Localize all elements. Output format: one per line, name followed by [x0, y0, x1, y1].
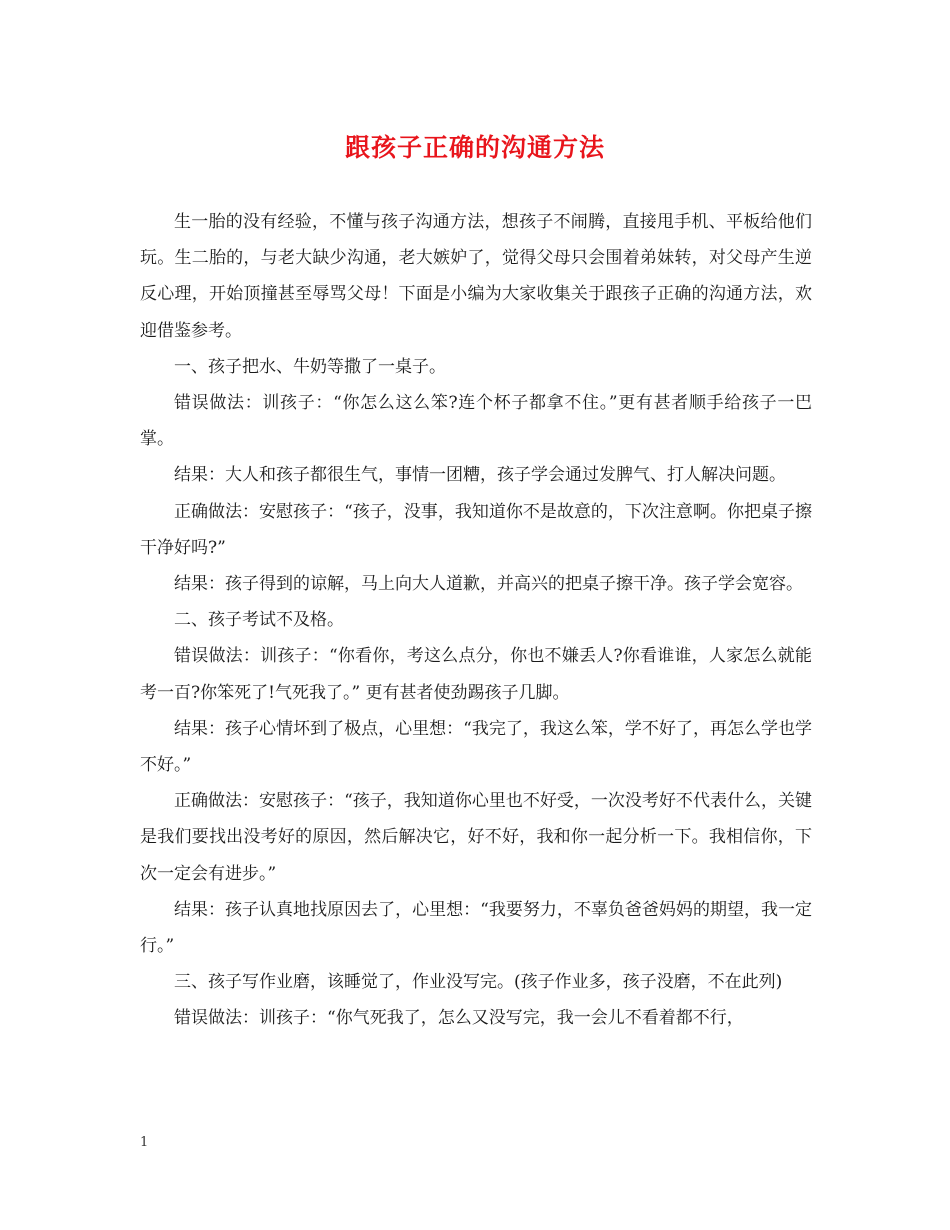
paragraph: 结果：孩子认真地找原因去了，心里想：“我要努力，不辜负爸爸妈妈的期望，我一定行。” [140, 899, 812, 957]
paragraph: 错误做法：训孩子：“你怎么这么笨?连个杯子都拿不住。”更有甚者顺手给孩子一巴掌。 [140, 393, 812, 450]
paragraph: 生一胎的没有经验，不懂与孩子沟通方法，想孩子不闹腾，直接甩手机、平板给他们玩。生二胎的，与老大缺少沟通，老大嫉妒了，觉得父母只会围着弟妹转，对父母产生逆反心理，开始顶撞甚至辱骂父母！下面是小编为大家收集关于跟孩子正确的沟通方法，欢迎借鉴参考。 [140, 212, 812, 341]
document-title: 跟孩子正确的沟通方法 [344, 133, 605, 162]
paragraph: 结果：孩子得到的谅解，马上向大人道歉，并高兴的把桌子擦干净。孩子学会宽容。 [174, 574, 803, 595]
paragraph: 结果：大人和孩子都很生气，事情一团糟，孩子学会通过发脾气、打人解决问题。 [174, 465, 786, 486]
document-body [140, 204, 812, 1037]
paragraph: 错误做法：训孩子：“你气死我了，怎么又没写完，我一会儿不看着都不行， [174, 1008, 744, 1029]
paragraph: 正确做法：安慰孩子：“孩子，没事，我知道你不是故意的，下次注意啊。你把桌子擦干净好吗?” [140, 501, 812, 558]
paragraph: 二、孩子考试不及格。 [174, 610, 344, 631]
paragraph: 正确做法：安慰孩子：“孩子，我知道你心里也不好受，一次没考好不代表什么，关键是我们要找出没考好的原因，然后解决它，好不好，我和你一起分析一下。我相信你，下次一定会有进步。” [140, 791, 812, 884]
paragraph: 错误做法：训孩子：“你看你，考这么点分，你也不嫌丢人?你看谁谁，人家怎么就能考一百?你笨死了!气死我了。” 更有甚者使劲踢孩子几脚。 [140, 646, 812, 703]
page-number: 1 [140, 1135, 149, 1150]
paragraph: 结果：孩子心情坏到了极点，心里想：“我完了，我这么笨，学不好了，再怎么学也学不好。” [140, 718, 812, 776]
paragraph: 一、孩子把水、牛奶等撒了一桌子。 [174, 356, 446, 377]
paragraph: 三、孩子写作业磨，该睡觉了，作业没写完。(孩子作业多，孩子没磨，不在此列) [174, 972, 783, 993]
